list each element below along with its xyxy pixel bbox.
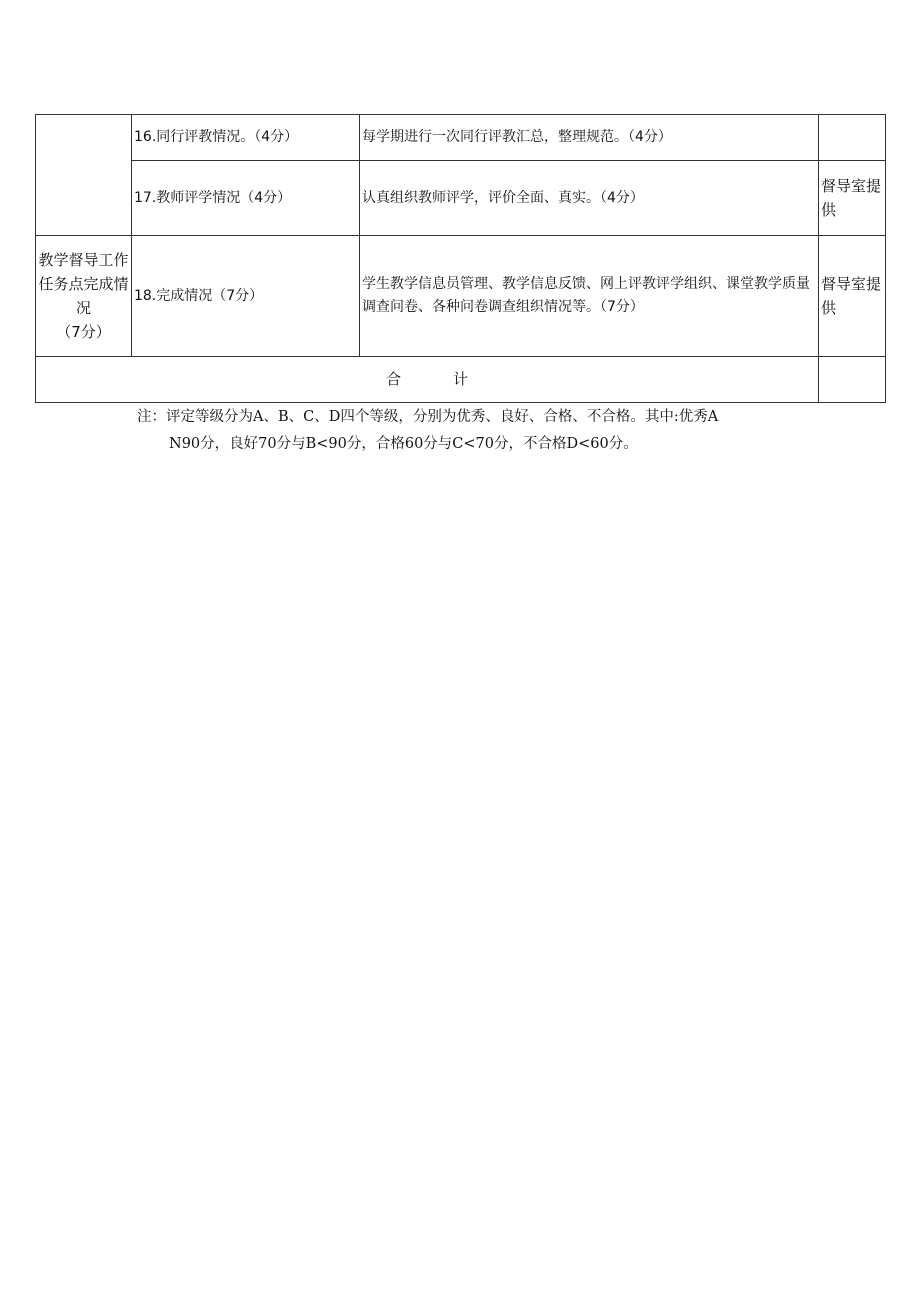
category-line: 教学督导工作 — [38, 251, 129, 269]
total-value-cell — [819, 357, 886, 403]
source-cell — [819, 115, 886, 161]
description-cell: 每学期进行一次同行评教汇总，整理规范。（4分） — [360, 115, 819, 161]
category-cell — [36, 236, 132, 357]
total-row — [36, 357, 886, 403]
item-cell: 17.教师评学情况（4分） — [132, 161, 360, 236]
grading-note — [137, 404, 777, 458]
source-cell: 督导室提供 — [819, 161, 886, 236]
description-cell: 认真组织教师评学，评价全面、真实。（4分） — [360, 161, 819, 236]
table-row — [36, 236, 886, 357]
category-line: 任务点完成情 — [38, 275, 129, 293]
item-cell: 18.完成情况（7分） — [132, 236, 360, 357]
table-row — [36, 161, 886, 236]
note-line-2: N90分，良好70分与B<90分，合格60分与C<70分，不合格D<60分。 — [169, 436, 638, 452]
total-label-part: 计 — [453, 370, 469, 388]
description-cell: 学生教学信息员管理、教学信息反馈、网上评教评学组织、课堂教学质量调查问卷、各种问卷调查组织情况等。（7分） — [360, 236, 819, 357]
total-label-cell — [36, 357, 819, 403]
source-cell: 督导室提供 — [819, 236, 886, 357]
item-cell: 16.同行评教情况。（4分） — [132, 115, 360, 161]
table-row — [36, 115, 886, 161]
note-line-1: 注：评定等级分为A、B、C、D四个等级，分别为优秀、良好、合格、不合格。其中:优秀A — [137, 409, 719, 425]
category-score: （7分） — [56, 323, 111, 341]
category-line: 况 — [75, 299, 91, 317]
evaluation-table — [35, 114, 886, 403]
category-cell-empty — [36, 115, 132, 236]
total-label-part: 合 — [385, 370, 401, 388]
